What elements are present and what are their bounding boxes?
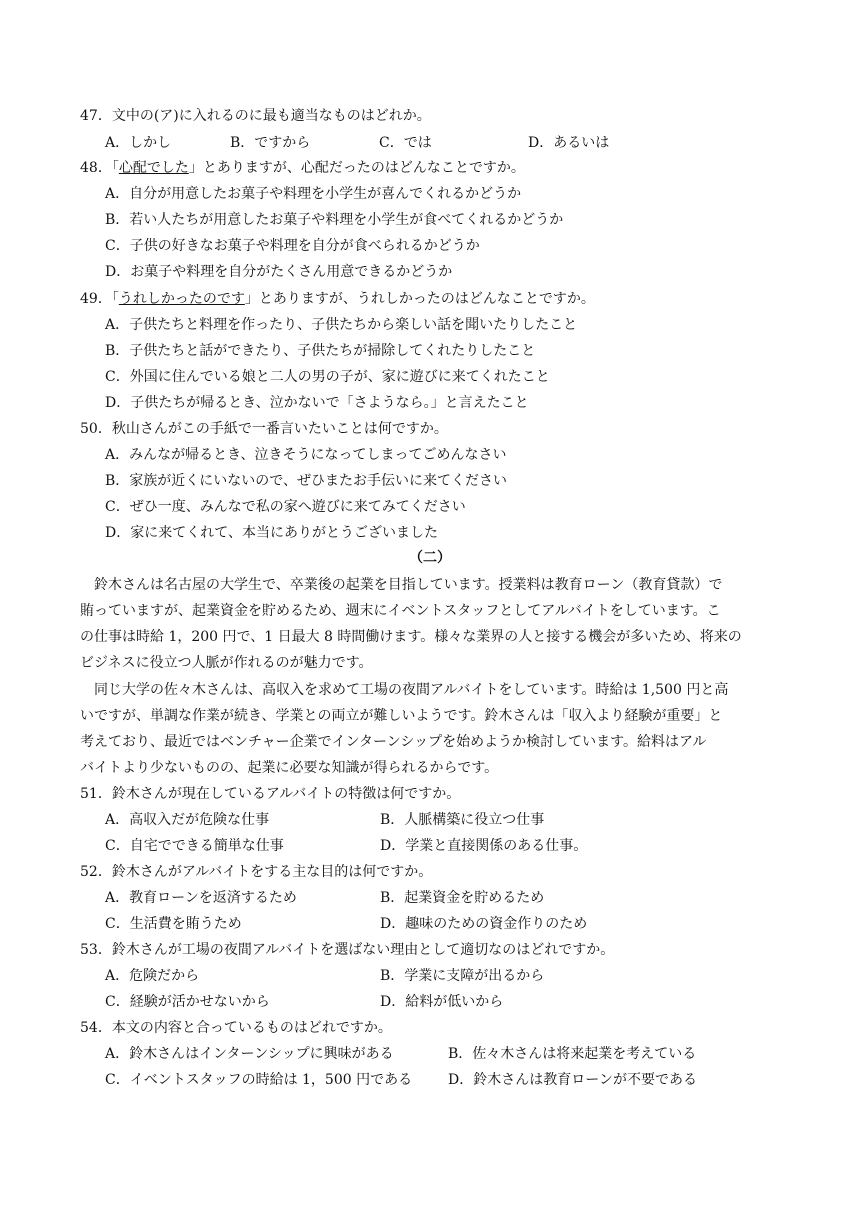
question-49-stem <box>80 289 595 309</box>
q49-option-d: D．子供たちが帰るとき、泣かないで「さようなら。」と言えたこと <box>105 395 529 411</box>
q49-option-c: C．外国に住んでいる娘と二人の男の子が、家に遊びに来てくれたこと <box>105 369 550 385</box>
passage-line: 鈴木さんは名古屋の大学生で、卒業後の起業を目指しています。授業料は教育ローン（教育貸款）で <box>80 577 723 593</box>
q51-option-d: D．学業と直接関係のある仕事。 <box>380 838 588 854</box>
question-53-stem: 53．鈴木さんが工場の夜間アルバイトを選ばない理由として適切なのはどれですか。 <box>80 942 615 958</box>
q49-option-b: B．子供たちと話ができたり、子供たちが掃除してくれたりしたこと <box>105 343 536 359</box>
passage-line: 考えており、最近ではベンチャー企業でインターンシップを始めようか検討しています。給料はアル <box>80 734 707 750</box>
q53-option-d: D．給料が低いから <box>380 994 504 1010</box>
q48-option-d: D．お菓子や料理を自分がたくさん用意できるかどうか <box>105 264 453 280</box>
q47-option-a: A．しかし <box>105 135 172 151</box>
q49-underlined-quote: うれしかったのです <box>118 291 245 307</box>
q48-stem-post: 」とありますが、心配だったのはどんなことですか。 <box>188 160 525 176</box>
q54-option-d: D．鈴木さんは教育ローンが不要である <box>448 1072 697 1088</box>
q53-option-b: B．学業に支障が出るから <box>380 968 545 984</box>
passage-line: の仕事は時給 1，200 円で、1 日最大 8 時間働けます。様々な業界の人と接する機会が多いため、将来の <box>80 629 742 645</box>
passage-line: ビジネスに役立つ人脈が作れるのが魅力です。 <box>80 655 373 671</box>
question-51-stem: 51．鈴木さんが現在しているアルバイトの特徴は何ですか。 <box>80 786 461 802</box>
section-title: （二） <box>409 550 451 566</box>
q51-option-a: A．高収入だが危険な仕事 <box>105 812 270 828</box>
q52-option-c: C．生活費を賄うため <box>105 916 242 932</box>
q54-option-a: A．鈴木さんはインターンシップに興味がある <box>105 1046 394 1062</box>
q49-stem-post: 」とありますが、うれしかったのはどんなことですか。 <box>244 291 595 307</box>
q54-option-b: B．佐々木さんは将来起業を考えている <box>448 1046 697 1062</box>
q47-option-b: B．ですから <box>230 135 311 151</box>
question-54-stem: 54．本文の内容と合っているものはどれですか。 <box>80 1020 392 1036</box>
q48-stem-pre: 48．「 <box>80 160 119 176</box>
q50-option-a: A．みんなが帰るとき、泣きそうになってしまってごめんなさい <box>105 447 507 463</box>
q49-option-a: A．子供たちと料理を作ったり、子供たちから楽しい話を聞いたりしたこと <box>105 317 578 333</box>
q51-option-c: C．自宅でできる簡単な仕事 <box>105 838 284 854</box>
passage-line: いですが、単調な作業が続き、学業との両立が難しいようです。鈴木さんは「収入より経験が重要」と <box>80 708 723 724</box>
q53-option-a: A．危険だから <box>105 968 200 984</box>
q49-stem-pre: 49．「 <box>80 291 119 307</box>
q50-option-d: D．家に来てくれて、本当にありがとうございました <box>105 525 438 541</box>
passage-line: 同じ大学の佐々木さんは、高収入を求めて工場の夜間アルバイトをしています。時給は 1,500 円と高 <box>80 682 729 698</box>
q48-option-a: A．自分が用意したお菓子や料理を小学生が喜んでくれるかどうか <box>105 186 522 202</box>
q48-option-c: C．子供の好きなお菓子や料理を自分が食べられるかどうか <box>105 238 480 254</box>
q50-option-c: C．ぜひ一度、みんなで私の家へ遊びに来てみてください <box>105 499 466 515</box>
q47-option-d: D．あるいは <box>528 135 610 151</box>
question-48-stem <box>80 158 525 178</box>
passage-line: 賄っていますが、起業資金を貯めるため、週末にイベントスタッフとしてアルバイトをしています。こ <box>80 603 721 619</box>
q47-option-c: C．では <box>379 135 432 151</box>
q50-option-b: B．家族が近くにいないので、ぜひまたお手伝いに来てください <box>105 473 508 489</box>
question-52-stem: 52．鈴木さんがアルバイトをする主な目的は何ですか。 <box>80 864 433 880</box>
q48-option-b: B．若い人たちが用意したお菓子や料理を小学生が食べてくれるかどうか <box>105 212 564 228</box>
question-47-stem: 47．文中の(ア)に入れるのに最も適当なものはどれか。 <box>80 108 431 124</box>
q52-option-b: B．起業資金を貯めるため <box>380 890 545 906</box>
q51-option-b: B．人脈構築に役立つ仕事 <box>380 812 545 828</box>
q54-option-c: C．イベントスタッフの時給は 1，500 円である <box>105 1072 413 1088</box>
q52-option-a: A．教育ローンを返済するため <box>105 890 297 906</box>
q52-option-d: D．趣味のための資金作りのため <box>380 916 588 932</box>
passage-line: バイトより少ないものの、起業に必要な知識が得られるからです。 <box>80 760 499 776</box>
question-50-stem: 50．秋山さんがこの手紙で一番言いたいことは何ですか。 <box>80 421 448 437</box>
q48-underlined-quote: 心配でした <box>118 160 189 176</box>
q53-option-c: C．経験が活かせないから <box>105 994 270 1010</box>
